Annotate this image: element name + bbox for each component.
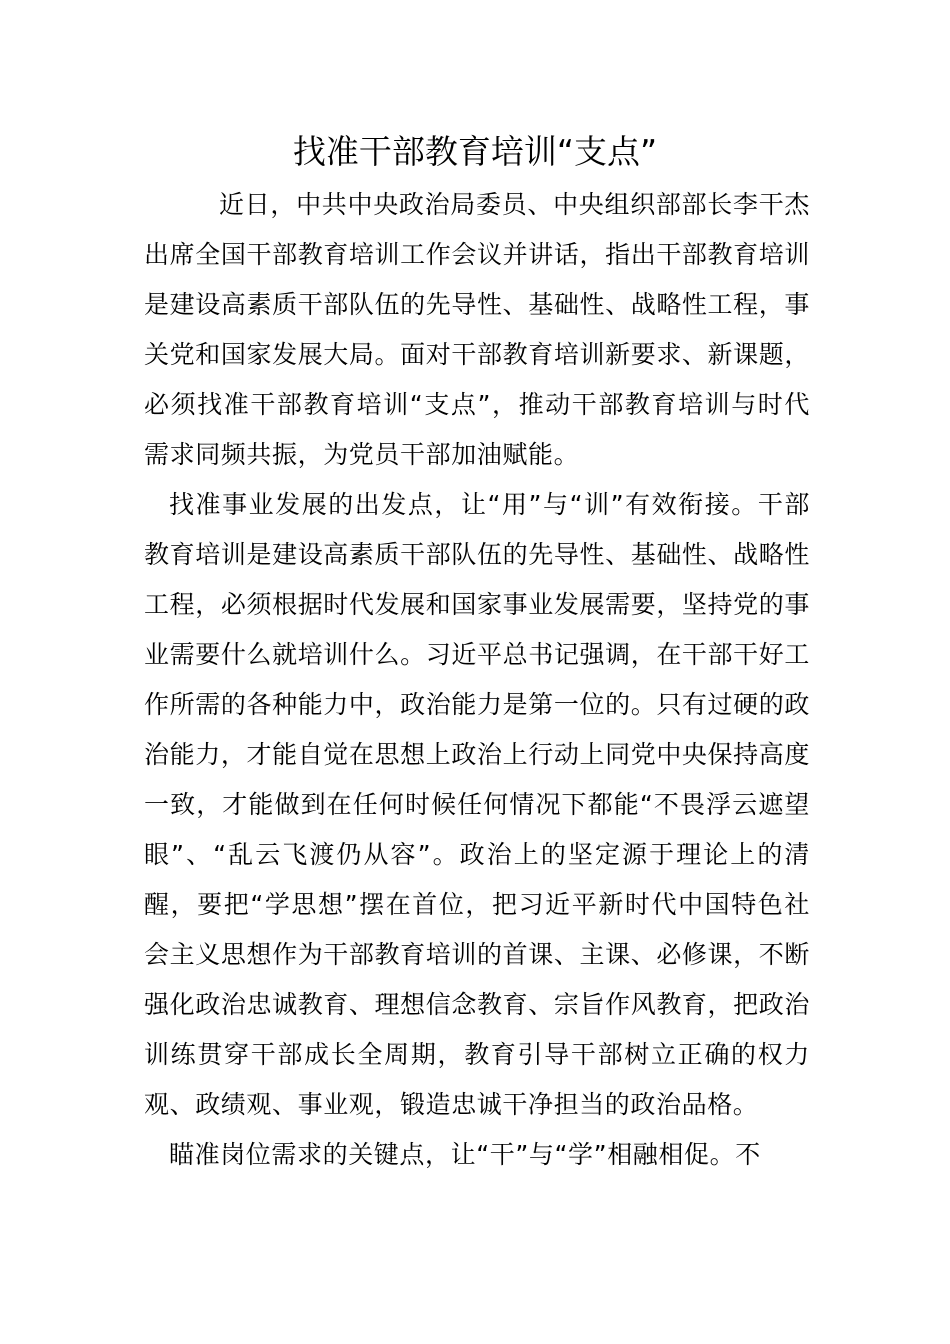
paragraph-intro: 近日，中共中央政治局委员、中央组织部部长李干杰出席全国干部教育培训工作会议并讲话，指出干部教育培训是建设高素质干部队伍的先导性、基础性、战略性工程，事关党和国家发展大局。面对干部教育培训新要求、新课题，必须找准干部教育培训“支点”，推动干部教育培训与时代需求同频共振，为党员干部加油赋能。 (144, 190, 810, 469)
paragraph-key-point: 瞄准岗位需求的关键点，让“干”与“学”相融相促。不 (169, 1140, 761, 1169)
document-body (144, 180, 810, 1180)
document-title: 找准干部教育培训“支点” (292, 132, 658, 171)
paragraph-starting-point: 找准事业发展的出发点，让“用”与“训”有效衔接。干部教育培训是建设高素质干部队伍的先导性、基础性、战略性工程，必须根据时代发展和国家事业发展需要，坚持党的事业需要什么就培训什么。习近平总书记强调，在干部干好工作所需的各种能力中，政治能力是第一位的。只有过硬的政治能力，才能自觉在思想上政治上行动上同党中央保持高度一致，才能做到在任何时候任何情况下都能“不畏浮云遮望眼”、“乱云飞渡仍从容”。政治上的坚定源于理论上的清醒，要把“学思想”摆在首位，把习近平新时代中国特色社会主义思想作为干部教育培训的首课、主课、必修课，不断强化政治忠诚教育、理想信念教育、宗旨作风教育，把政治训练贯穿干部成长全周期，教育引导干部树立正确的权力观、政绩观、事业观，锻造忠诚干净担当的政治品格。 (144, 490, 810, 1119)
